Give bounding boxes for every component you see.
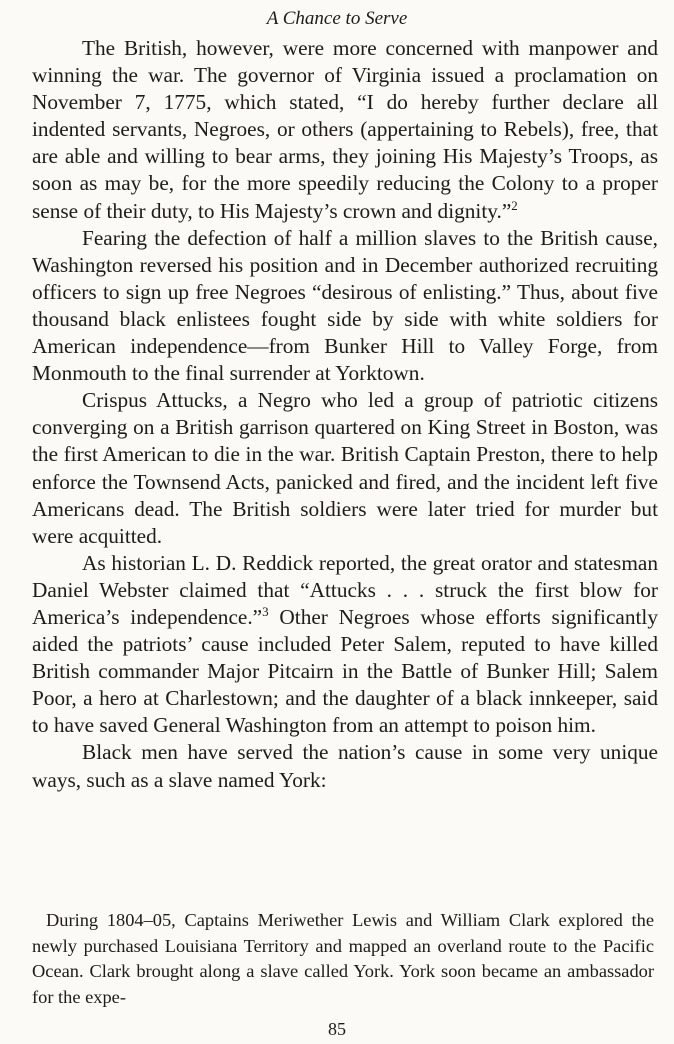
block-quote: [32, 908, 654, 1010]
body-text: [32, 35, 658, 794]
paragraph-text: As historian L. D. Reddick reported, the great orator and statesman Daniel Webster claimed that “Attucks . . . struck the first blow for America’s independence.”: [32, 550, 658, 629]
block-quote-text: During 1804–05, Captains Meriwether Lewis and William Clark explored the newly purchased Louisiana Territory and mapped an overland route to the Pacific Ocean. Clark brought along a slave called York. York soon became an ambassador for the expe-: [32, 910, 654, 1007]
page-number: 85: [328, 1019, 346, 1039]
paragraph: [32, 387, 658, 550]
paragraph-text-continued: Other Negroes whose efforts significantly aided the patriots’ cause included Peter Salem, reputed to have killed British commander Major Pitcairn in the Battle of Bunker Hill; Salem Poor, a hero at Charlestown; and the daughter of a black innkeeper, said to have saved General Washington from an attempt to poison him.: [32, 604, 658, 738]
paragraph-text: Fearing the defection of half a million slaves to the British cause, Washington reversed his position and in December authorized recruiting officers to sign up free Negroes “desirous of enlisting.” Thus, about five thousand black enlistees fought side by side with white soldiers for American independence—from Bunker Hill to Valley Forge, from Monmouth to the final surrender at Yorktown.: [32, 225, 658, 386]
footnote-ref: 3: [262, 603, 269, 619]
paragraph: [32, 225, 658, 388]
paragraph-text: Crispus Attucks, a Negro who led a group of patriotic citizens converging on a British garrison quartered on King Street in Boston, was the first American to die in the war. British Captain Preston, there to help enforce the Townsend Acts, panicked and fired, and the incident left five Americans dead. The British soldiers were later tried for murder but were acquitted.: [32, 388, 658, 548]
footnote-ref: 2: [511, 197, 518, 213]
paragraph: [32, 550, 658, 740]
paragraph-text: Black men have served the nation’s cause in some very unique ways, such as a slave named York:: [32, 740, 658, 792]
paragraph: [32, 739, 658, 793]
running-head: A Chance to Serve: [266, 8, 408, 29]
paragraph-text: The British, however, were more concerned with manpower and winning the war. The governor of Virginia issued a proclamation on November 7, 1775, which stated, “I do hereby further declare all indented servants, Negroes, or others (appertaining to Rebels), free, that are able and willing to bear arms, they joining His Majesty’s Troops, as soon as may be, for the more speedily reducing the Colony to a proper sense of their duty, to His Majesty’s crown and dignity.”: [32, 36, 658, 223]
paragraph: [32, 35, 658, 225]
